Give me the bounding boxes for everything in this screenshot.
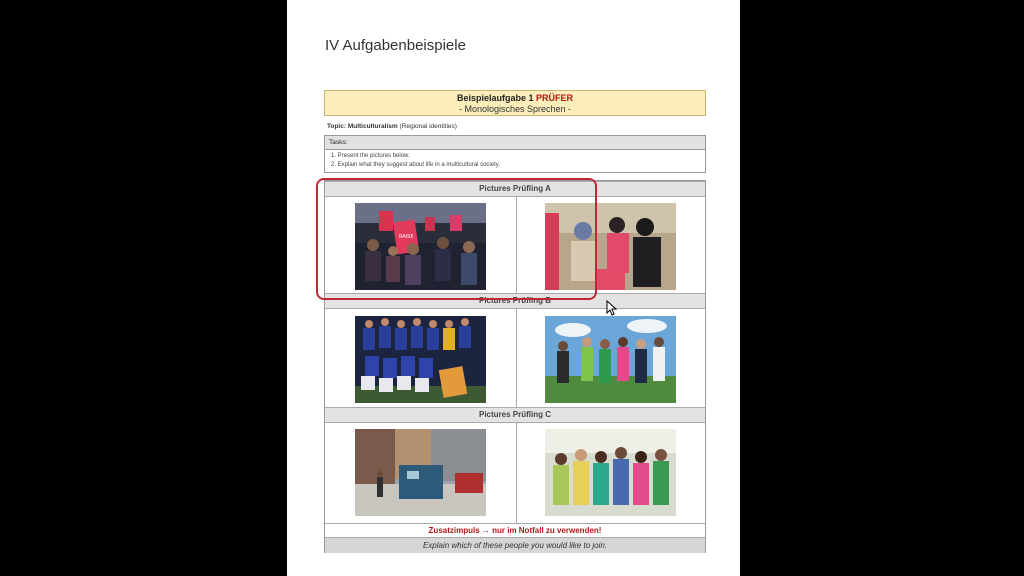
photo-group-outdoors [545,316,676,403]
svg-text:RAISE: RAISE [399,234,414,240]
column-divider [516,309,517,407]
task-role: PRÜFER [536,93,574,103]
section-title: IV Aufgabenbeispiele [325,37,466,54]
column-divider [516,423,517,523]
photo-city-street [355,429,486,516]
pictures-b-header: Pictures Prüfling B [325,293,705,309]
mouse-cursor-icon [606,300,618,316]
annotation-highlight [316,178,597,300]
task-item: 2. Explain what they suggest about life in a multicultural society. [331,162,500,168]
topic-note: (Regional identities) [399,123,457,130]
pictures-a-header: Pictures Prüfling A [325,181,705,197]
task-item: 1. Present the pictures below. [331,153,410,159]
photo-soccer-team [355,316,486,403]
tasks-header: Tasks: [325,136,705,150]
topic-line [327,123,457,130]
explain-prompt: Explain which of these people you would like to join. [325,537,705,553]
topic-label: Topic: [327,123,347,130]
topic-value: Multiculturalism [347,123,398,130]
task-title: Beispielaufgabe 1 [456,93,534,103]
photo-students-group [545,429,676,516]
task-subtitle: - Monologisches Sprechen - [458,104,572,114]
tasks-box [324,135,706,173]
additional-prompt: Zusatzimpuls → nur im Notfall zu verwenden! [325,523,705,537]
task-header-box [324,90,706,116]
pictures-c-header: Pictures Prüfling C [325,407,705,423]
